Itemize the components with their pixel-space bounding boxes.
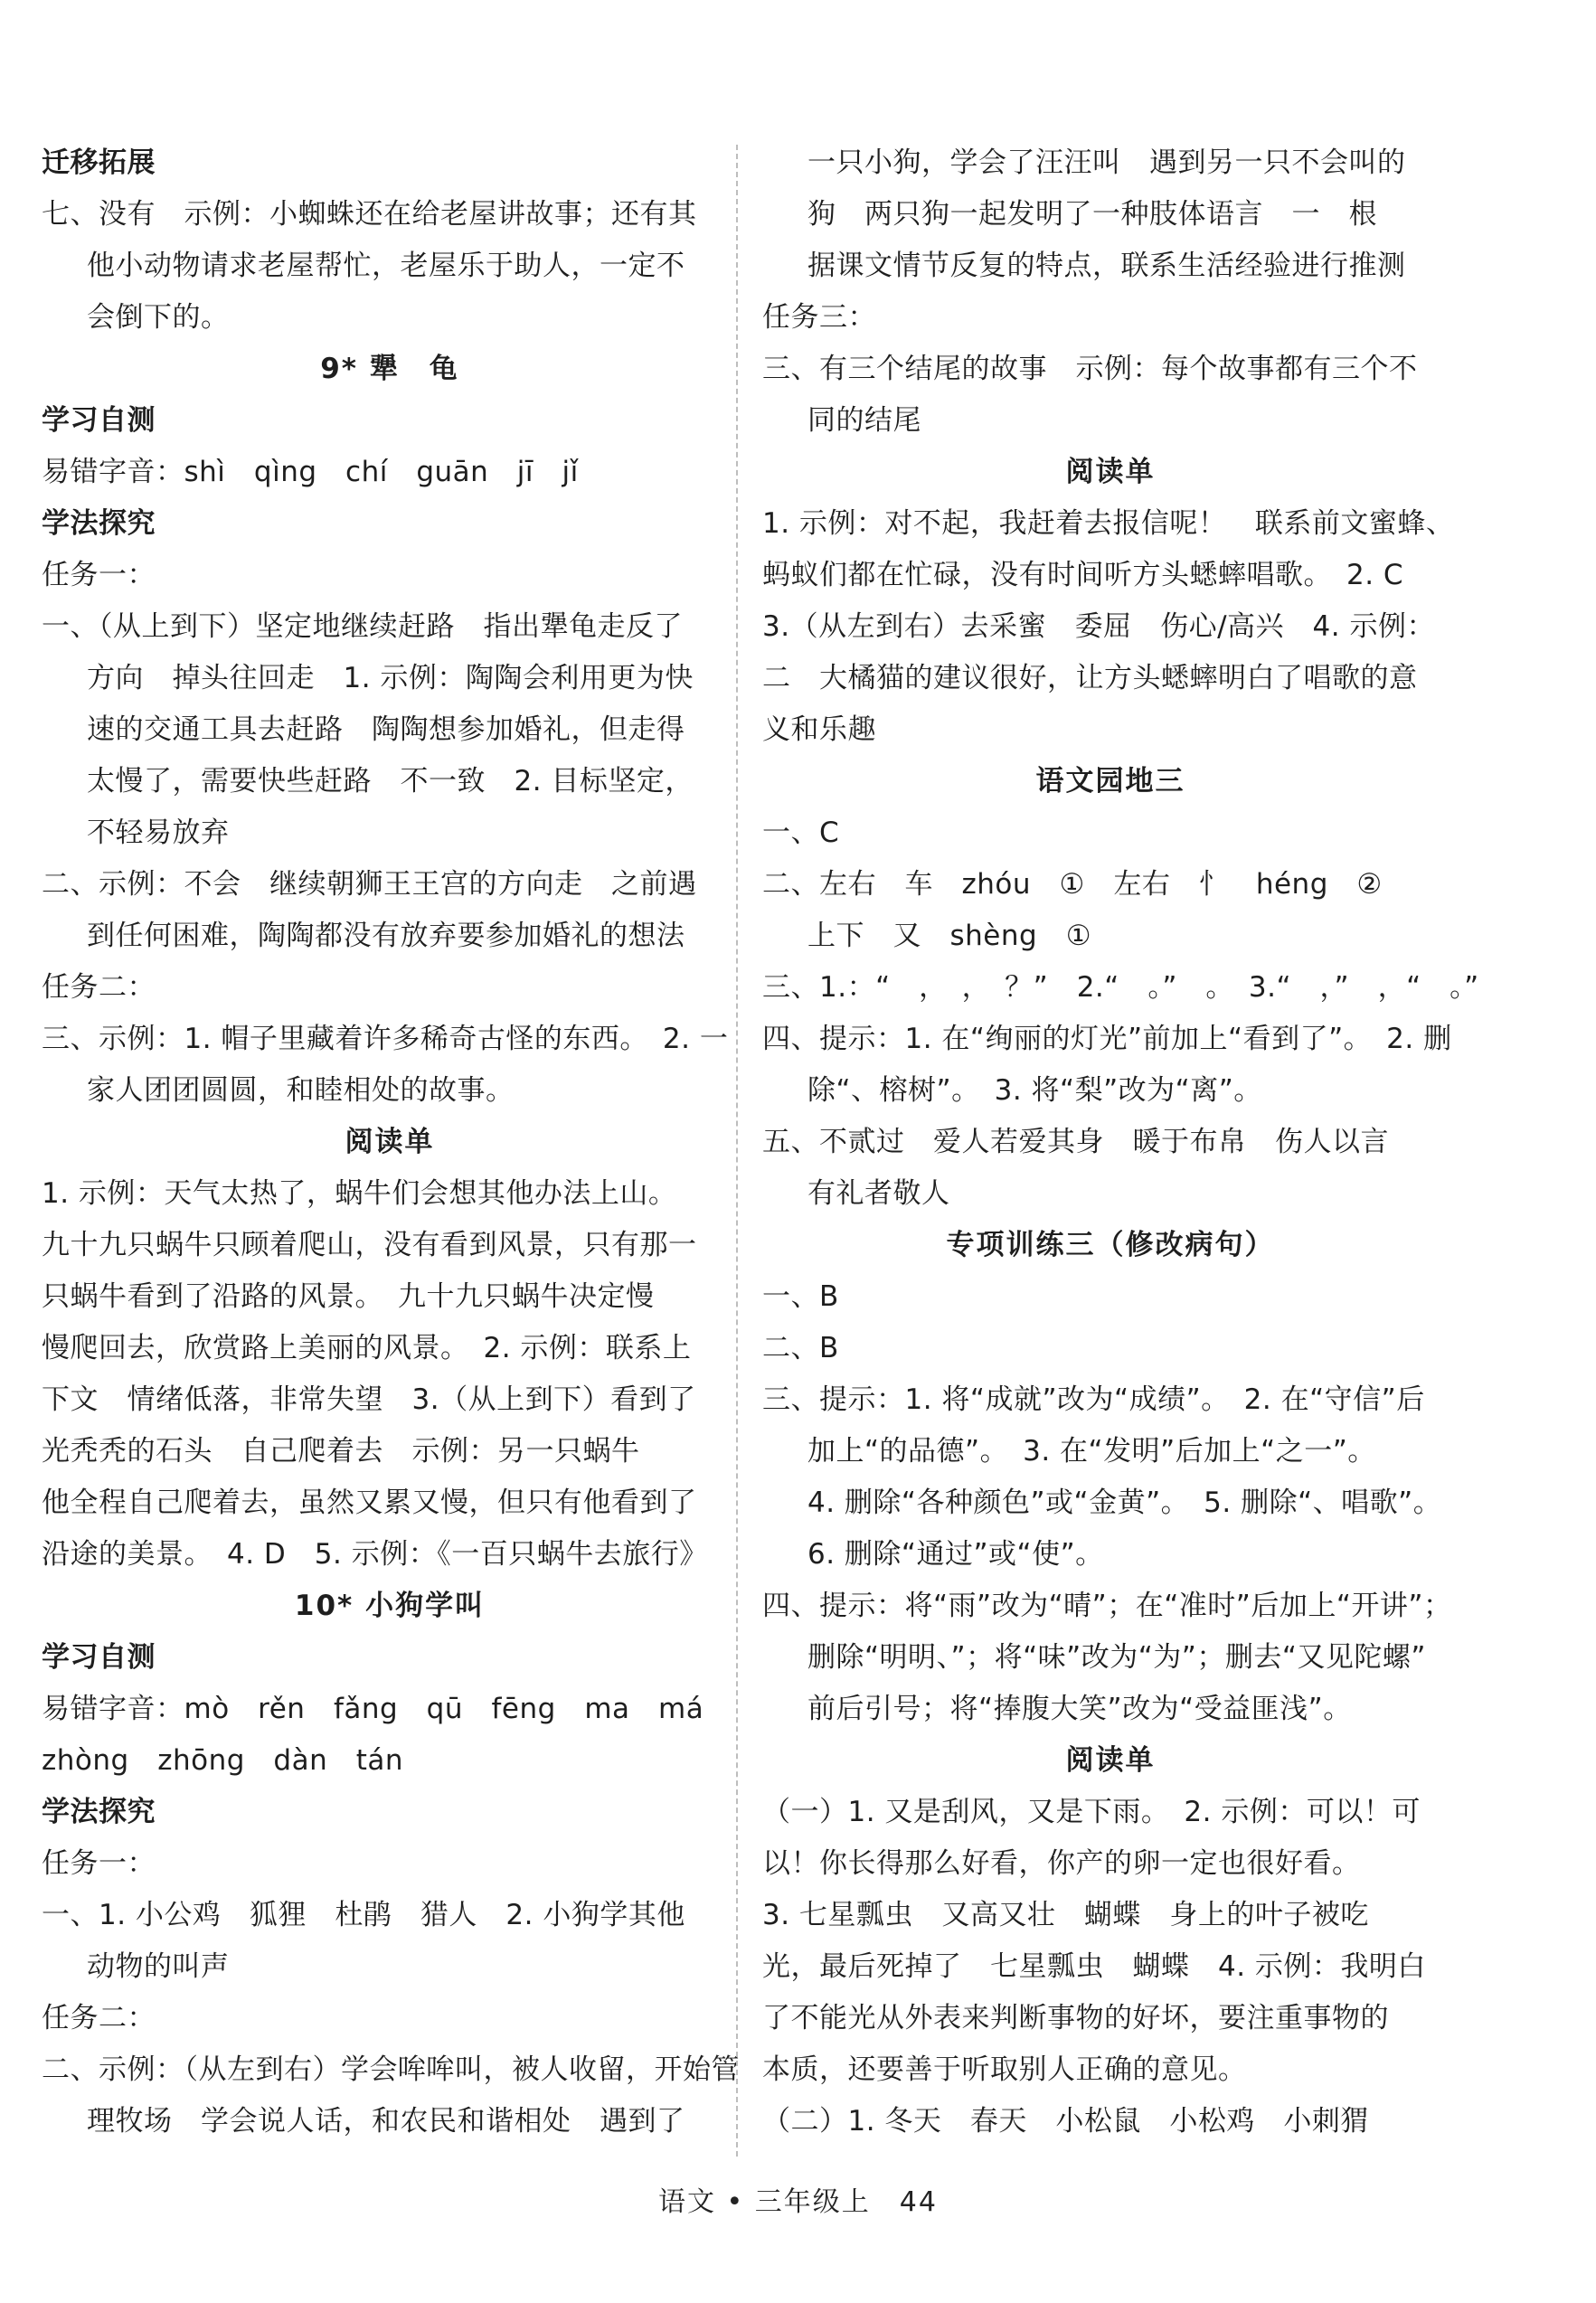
text-line: 删除“明明、”；将“味”改为“为”；删去“又见陀螺” xyxy=(807,1641,1426,1674)
text-line: 1. 示例：天气太热了，蜗牛们会想其他办法上山。 xyxy=(42,1177,677,1210)
section-title: 阅读单 xyxy=(1065,1744,1156,1777)
text-line: 家人团团圆圆，和睦相处的故事。 xyxy=(87,1074,515,1107)
text-line: 1. 示例：对不起，我赶着去报信呢！ 联系前文蜜蜂、 xyxy=(762,507,1455,540)
text-line: 6. 删除“通过”或“使”。 xyxy=(807,1538,1104,1571)
text-line: 义和乐趣 xyxy=(762,713,876,746)
section-title: 阅读单 xyxy=(345,1126,435,1158)
text-line: 易错字音：shì qìng chí guān jī jǐ xyxy=(42,456,579,488)
text-line: 了不能光从外表来判断事物的好坏，要注重事物的 xyxy=(762,2002,1389,2034)
text-line: 前后引号；将“捧腹大笑”改为“受益匪浅”。 xyxy=(807,1693,1352,1725)
text-line: 方向 掉头往回走 1. 示例：陶陶会利用更为快 xyxy=(87,662,694,694)
section-heading: 学法探究 xyxy=(42,1796,156,1828)
text-line: 慢爬回去，欣赏路上美丽的风景。 2. 示例：联系上 xyxy=(42,1332,692,1364)
text-line: 沿途的美景。 4. D 5. 示例：《一百只蜗牛去旅行》 xyxy=(42,1538,708,1571)
section-title: 阅读单 xyxy=(1065,456,1156,488)
text-line: 狗 两只狗一起发明了一种肢体语言 一 根 xyxy=(807,198,1377,231)
text-line: 一、C xyxy=(762,816,840,849)
text-line: 一只小狗，学会了汪汪叫 遇到另一只不会叫的 xyxy=(807,146,1406,179)
text-line: 到任何困难，陶陶都没有放弃要参加婚礼的想法 xyxy=(87,920,685,952)
text-line: 九十九只蜗牛只顾着爬山，没有看到风景，只有那一 xyxy=(42,1229,697,1261)
text-line: （二）1. 冬天 春天 小松鼠 小松鸡 小刺猬 xyxy=(762,2105,1369,2138)
text-line: 只蜗牛看到了沿路的风景。 九十九只蜗牛决定慢 xyxy=(42,1280,655,1313)
left-column xyxy=(42,137,738,2147)
text-line: 同的结尾 xyxy=(807,404,921,437)
text-line: 易错字音：mò rěn fǎng qū fēng ma má xyxy=(42,1693,704,1725)
text-line: 一、B xyxy=(762,1280,839,1313)
text-line: 会倒下的。 xyxy=(87,301,230,334)
text-line: 他全程自己爬着去，虽然又累又慢，但只有他看到了 xyxy=(42,1487,697,1519)
text-line: 以！你长得那么好看，你产的卵一定也很好看。 xyxy=(762,1847,1361,1880)
text-line: 任务二： xyxy=(42,2002,156,2034)
section-title: 语文园地三 xyxy=(1035,765,1185,798)
text-line: 二、左右 车 zhóu ① 左右 忄 héng ② xyxy=(762,868,1383,901)
text-line: 任务一： xyxy=(42,559,156,591)
text-line: 二 大橘猫的建议很好，让方头蟋蟀明白了唱歌的意 xyxy=(762,662,1418,694)
text-line: 除“、榕树”。 3. 将“梨”改为“离”。 xyxy=(807,1074,1262,1107)
text-line: 二、示例：不会 继续朝狮王王宫的方向走 之前遇 xyxy=(42,868,697,901)
text-line: 三、1.：“ ， ， ？” 2.“ 。” 。 3.“ ，” ，“ 。” xyxy=(762,971,1479,1004)
text-line: 3.（从左到右）去采蜜 委屈 伤心/高兴 4. 示例： xyxy=(762,610,1435,643)
text-line: 上下 又 shèng ① xyxy=(807,920,1091,952)
text-line: 三、提示：1. 将“成就”改为“成绩”。 2. 在“守信”后 xyxy=(762,1383,1425,1416)
text-line: 任务一： xyxy=(42,1847,156,1880)
text-line: 不轻易放弃 xyxy=(87,816,230,849)
text-line: 光秃秃的石头 自己爬着去 示例：另一只蜗牛 xyxy=(42,1435,640,1468)
text-line: 任务三： xyxy=(762,301,876,334)
text-line: 有礼者敬人 xyxy=(807,1177,950,1210)
text-line: 4. 删除“各种颜色”或“金黄”。 5. 删除“、唱歌”。 xyxy=(807,1487,1442,1519)
section-heading: 迁移拓展 xyxy=(42,146,156,179)
text-line: 下文 情绪低落，非常失望 3.（从上到下）看到了 xyxy=(42,1383,696,1416)
text-line: zhòng zhōng dàn tán xyxy=(42,1744,404,1777)
text-line: 蚂蚁们都在忙碌，没有时间听方头蟋蟀唱歌。 2. C xyxy=(762,559,1404,591)
section-title: 10* 小狗学叫 xyxy=(294,1590,486,1622)
text-line: 二、B xyxy=(762,1332,839,1364)
text-line: 一、1. 小公鸡 狐狸 杜鹃 猎人 2. 小狗学其他 xyxy=(42,1899,685,1931)
text-line: （一）1. 又是刮风，又是下雨。 2. 示例：可以！可 xyxy=(762,1796,1421,1828)
text-line: 三、有三个结尾的故事 示例：每个故事都有三个不 xyxy=(762,353,1418,385)
section-heading: 学法探究 xyxy=(42,507,156,540)
section-heading: 学习自测 xyxy=(42,404,156,437)
text-line: 任务二： xyxy=(42,971,156,1004)
text-line: 二、示例：（从左到右）学会哞哞叫，被人收留，开始管 xyxy=(42,2053,740,2086)
text-line: 据课文情节反复的特点，联系生活经验进行推测 xyxy=(807,250,1406,282)
text-line: 七、没有 示例：小蜘蛛还在给老屋讲故事；还有其 xyxy=(42,198,697,231)
text-line: 速的交通工具去赶路 陶陶想参加婚礼，但走得 xyxy=(87,713,685,746)
page-footer: 语文 • 三年级上 44 xyxy=(658,2186,938,2218)
text-line: 太慢了，需要快些赶路 不一致 2. 目标坚定， xyxy=(87,765,694,798)
text-line: 理牧场 学会说人话，和农民和谐相处 遇到了 xyxy=(87,2105,685,2138)
text-line: 动物的叫声 xyxy=(87,1950,230,1983)
text-line: 3. 七星瓢虫 又高又壮 蝴蝶 身上的叶子被吃 xyxy=(762,1899,1369,1931)
text-line: 他小动物请求老屋帮忙，老屋乐于助人，一定不 xyxy=(87,250,685,282)
text-line: 一、（从上到下）坚定地继续赶路 指出犟龟走反了 xyxy=(42,610,683,643)
text-line: 本质，还要善于听取别人正确的意见。 xyxy=(762,2053,1247,2086)
section-title: 9* 犟 龟 xyxy=(320,353,459,385)
text-line: 光，最后死掉了 七星瓢虫 蝴蝶 4. 示例：我明白 xyxy=(762,1950,1426,1983)
section-title: 专项训练三（修改病句） xyxy=(946,1229,1275,1261)
text-line: 三、示例：1. 帽子里藏着许多稀奇古怪的东西。 2. 一 xyxy=(42,1023,729,1055)
text-line: 加上“的品德”。 3. 在“发明”后加上“之一”。 xyxy=(807,1435,1376,1468)
text-line: 四、提示：1. 在“绚丽的灯光”前加上“看到了”。 2. 删 xyxy=(762,1023,1452,1055)
right-column xyxy=(762,137,1479,2147)
text-line: 五、不贰过 爱人若爱其身 暖于布帛 伤人以言 xyxy=(762,1126,1389,1158)
text-line: 四、提示：将“雨”改为“晴”；在“准时”后加上“开讲”； xyxy=(762,1590,1452,1622)
column-divider xyxy=(736,145,738,2157)
section-heading: 学习自测 xyxy=(42,1641,156,1674)
